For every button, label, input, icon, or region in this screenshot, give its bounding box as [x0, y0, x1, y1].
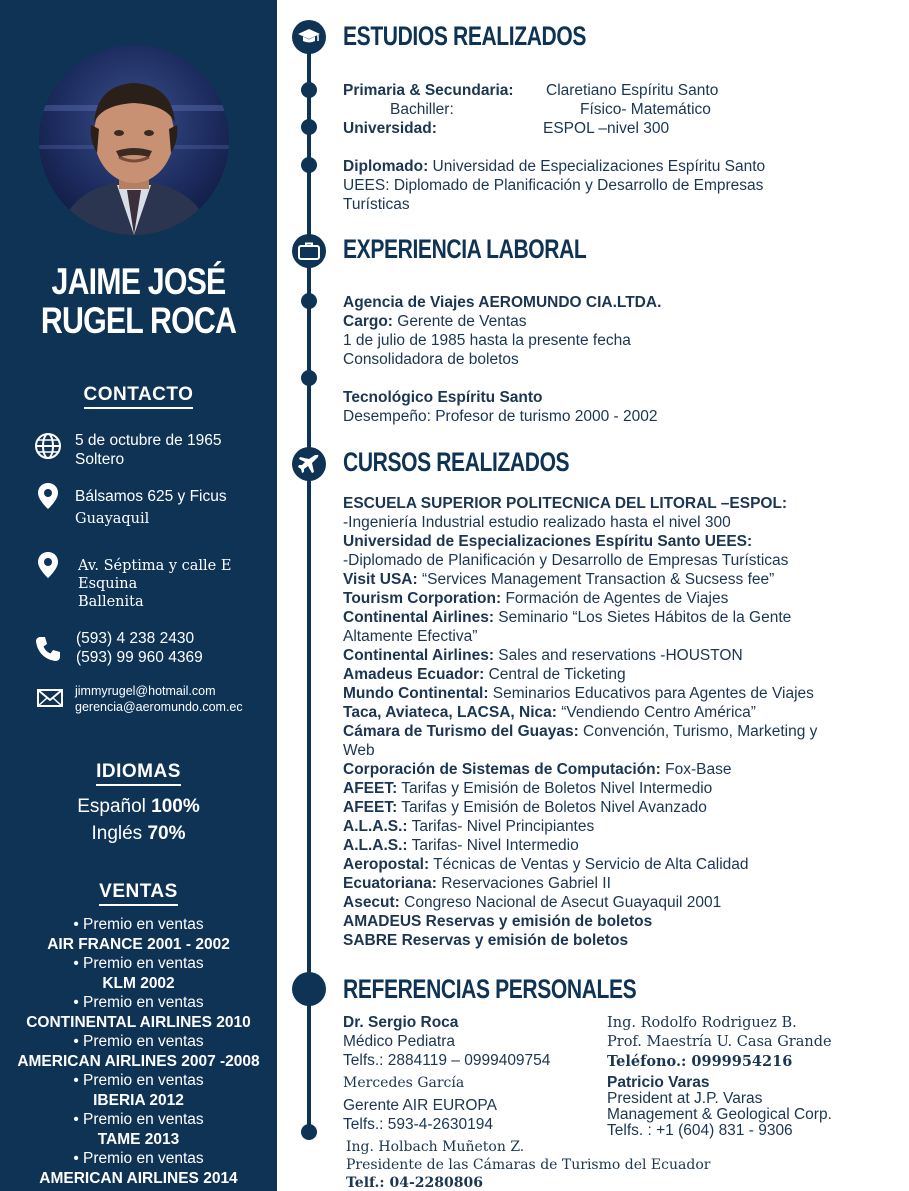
languages-heading: IDIOMAS [0, 761, 277, 783]
course-line: AMADEUS Reservas y emisión de boletos [343, 913, 653, 930]
courses-heading: CURSOS REALIZADOS [343, 447, 570, 477]
timeline-dot [301, 119, 317, 135]
name-line-1: JAIME JOSÉ [51, 261, 226, 302]
course-line: Continental Airlines: Seminario “Los Sietes Hábitos de la Gente [343, 609, 792, 626]
plane-icon [292, 447, 326, 481]
timeline-dot [301, 370, 317, 386]
course-line: A.L.A.S.: Tarifas- Nivel Intermedio [343, 837, 579, 854]
course-line: AFEET: Tarifas y Emisión de Boletos Nivel Avanzado [343, 799, 707, 816]
course-line: Corporación de Sistemas de Computación: Fox-Base [343, 761, 732, 778]
reference-2: Mercedes García Gerente AIR EUROPA Telfs.: 593-4-2630194 [343, 1075, 497, 1133]
profile-photo [39, 45, 229, 235]
course-line: Taca, Aviateca, LACSA, Nica: “Vendiendo Centro América” [343, 704, 756, 721]
reference-3: Ing. Rodolfo Rodriguez B. Prof. Maestría U. Casa Grande Teléfono.: 0999954216 [607, 1015, 832, 1070]
contact-address-2: Av. Séptima y calle E Esquina Ballenita [78, 558, 232, 610]
studies-uni-label: Universidad: [343, 120, 437, 137]
course-line: SABRE Reservas y emisión de boletos [343, 932, 629, 949]
courses-list [343, 494, 817, 950]
course-line: Visit USA: “Services Management Transaction & Sucsess fee” [343, 571, 775, 588]
references-heading: REFERENCIAS PERSONALES [343, 974, 637, 1004]
course-line: Mundo Continental: Seminarios Educativos para Agentes de Viajes [343, 685, 814, 702]
sales-awards: • Premio en ventas AIR FRANCE 2001 - 2002 • Premio en ventas KLM 2002 • Premio en ventas CONTINENTAL AIRLINES 2010 • Premio en ventas AMERICAN AIRLINES 2007 -2008 • Premio en ventas IBERIA 2012 • Premio en ventas TAME 2013 • Premio en ventas AMERICAN AIRLINES 2014 [17, 916, 260, 1187]
contact-emails: jimmyrugel@hotmail.com gerencia@aeromundo.com.ec [75, 684, 243, 714]
course-line: Aeropostal: Técnicas de Ventas y Servicio de Alta Calidad [343, 856, 749, 873]
sales-heading: VENTAS [0, 881, 277, 903]
experience-heading: EXPERIENCIA LABORAL [343, 234, 587, 264]
experience-job-2: Tecnológico Espíritu Santo Desempeño: Profesor de turismo 2000 - 2002 [343, 389, 658, 425]
course-line: Cámara de Turismo del Guayas: Convención, Turismo, Marketing y [343, 723, 818, 740]
studies-primary-label: Primaria & Secundaria: [343, 82, 514, 99]
studies-heading: ESTUDIOS REALIZADOS [343, 21, 586, 51]
experience-job-1: Agencia de Viajes AEROMUNDO CIA.LTDA. Cargo: Gerente de Ventas 1 de julio de 1985 hasta la presente fecha Consolidadora de boletos [343, 294, 662, 368]
contact-heading: CONTACTO [0, 384, 277, 406]
studies-bach-label: Bachiller: [390, 101, 454, 118]
course-line: Continental Airlines: Sales and reservations -HOUSTON [343, 647, 743, 664]
timeline-dot [301, 157, 317, 173]
timeline-dot-large [292, 972, 326, 1006]
graduation-cap-icon [292, 20, 326, 54]
language-row: Español 100% [77, 796, 200, 817]
reference-1: Dr. Sergio Roca Médico Pediatra Telfs.: 2884119 – 0999409754 [343, 1014, 551, 1069]
sidebar [0, 0, 277, 1191]
reference-5: Ing. Holbach Muñeton Z. Presidente de las Cámaras de Turismo del Ecuador Telf.: 04-2280806 [346, 1139, 711, 1191]
course-line: AFEET: Tarifas y Emisión de Boletos Nivel Intermedio [343, 780, 713, 797]
course-line: A.L.A.S.: Tarifas- Nivel Principiantes [343, 818, 595, 835]
full-name [25, 262, 252, 340]
course-line: -Diplomado de Planificación y Desarrollo de Empresas Turísticas [343, 552, 789, 569]
contact-address-1: Bálsamos 625 y Ficus Guayaquil [75, 488, 227, 527]
location-pin-icon [34, 551, 62, 579]
course-line: Asecut: Congreso Nacional de Asecut Guayaquil 2001 [343, 894, 722, 911]
globe-icon [34, 432, 62, 460]
reference-4: Patricio Varas President at J.P. Varas Management & Geological Corp. Telfs. : +1 (604) 831 - 9306 [607, 1074, 832, 1139]
timeline-dot [301, 293, 317, 309]
course-line: Web [343, 742, 375, 759]
course-line: Amadeus Ecuador: Central de Ticketing [343, 666, 626, 683]
timeline-dot [301, 82, 317, 98]
contact-phones: (593) 4 238 2430 (593) 99 960 4369 [76, 630, 203, 666]
phone-icon [34, 635, 62, 663]
timeline-dot [301, 1124, 317, 1140]
location-pin-icon [34, 482, 62, 510]
mail-icon [37, 688, 63, 708]
language-row: Inglés 70% [91, 823, 186, 844]
course-line: Tourism Corporation: Formación de Agentes de Viajes [343, 590, 729, 607]
studies-bach-value: Físico- Matemático [580, 101, 711, 118]
studies-diploma: Diplomado: Universidad de Especializaciones Espíritu Santo UEES: Diplomado de Planificación y Desarrollo de Empresas Turísticas [343, 158, 766, 213]
contact-birth: 5 de octubre de 1965 Soltero [75, 432, 222, 468]
course-line: Universidad de Especializaciones Espíritu Santo UEES: [343, 533, 753, 550]
course-line: -Ingeniería Industrial estudio realizado hasta el nivel 300 [343, 514, 731, 531]
studies-uni-value: ESPOL –nivel 300 [543, 120, 670, 137]
timeline-line [307, 30, 311, 1135]
briefcase-icon [292, 234, 326, 268]
name-line-2: RUGEL ROCA [40, 300, 237, 341]
course-line: Ecuatoriana: Reservaciones Gabriel II [343, 875, 611, 892]
course-line: Altamente Efectiva” [343, 628, 478, 645]
studies-primary-value: Claretiano Espíritu Santo [546, 82, 719, 99]
course-line: ESCUELA SUPERIOR POLITECNICA DEL LITORAL –ESPOL: [343, 495, 788, 512]
